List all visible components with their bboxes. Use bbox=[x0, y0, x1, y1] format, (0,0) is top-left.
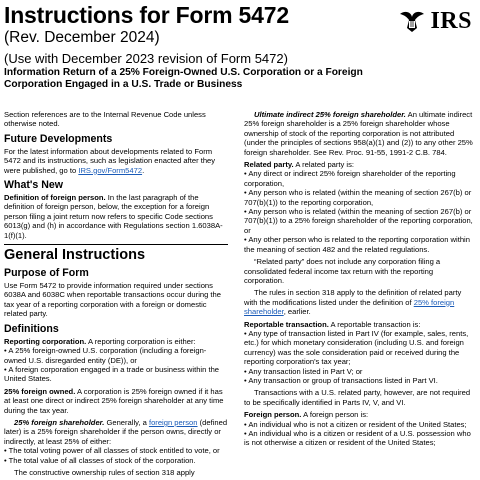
reportable-transaction-paragraph bbox=[244, 320, 474, 386]
related-party-paragraph bbox=[244, 160, 474, 254]
related-party-text: A related party is: bbox=[295, 160, 355, 170]
shareholder-label: 25% foreign shareholder. bbox=[14, 417, 105, 427]
foreign-person-text: A foreign person is: bbox=[303, 410, 369, 420]
foreign-person-change-text: In the last paragraph of the definition of foreign person, below, the exception for a foreign person filing a joint return now refers to specific Code sections 6013(g) and (h) in accordance with Regulations section 1.6038A-1(f)(1). bbox=[4, 193, 223, 240]
foreign-person-paragraph bbox=[244, 410, 474, 448]
reportable-transaction-label: Reportable transaction. bbox=[244, 319, 329, 329]
rules-text-a: The rules in section 318 apply to the definition of related party with the modifications listed under the definition of bbox=[244, 288, 462, 307]
left-column bbox=[4, 110, 228, 480]
right-column bbox=[244, 110, 474, 451]
subtitle-line-1: Information Return of a 25% Foreign-Owned U.S. Corporation or a Foreign bbox=[4, 67, 363, 78]
ultimate-shareholder-paragraph bbox=[244, 110, 474, 157]
shareholder-text-a: Generally, a bbox=[106, 417, 147, 427]
foreign-person-bullet-2: • An individual who is a citizen or resident of a U.S. possession who is not otherwise a citizen or resident of the United States; bbox=[244, 429, 471, 447]
foreign-owned-paragraph bbox=[4, 387, 228, 415]
related-party-note: “Related party” does not include any corporation filing a consolidated federal income tax return with the reporting corporation. bbox=[244, 257, 441, 285]
constructive-ownership-text: The constructive ownership rules of section 318 apply bbox=[14, 467, 195, 477]
form-subtitle bbox=[4, 67, 476, 90]
future-developments-text: For the latest information about developments related to Form 5472 and its instructions, such as legislation enacted after they were published, go to IRS.gov/Form5472. bbox=[4, 146, 216, 175]
shareholder-text-b: (defined later) is a 25% foreign shareholder if the person owns, directly or indirectly, at least 25% of either: bbox=[4, 417, 228, 446]
purpose-heading: Purpose of Form bbox=[4, 267, 89, 280]
irs-logo-text: IRS bbox=[430, 7, 472, 34]
shareholder-bullet-2: • The total value of all classes of stock of the corporation. bbox=[4, 456, 196, 465]
use-with-note: (Use with December 2023 revision of Form 5472) bbox=[4, 51, 288, 66]
document-title: Instructions for Form 5472 bbox=[4, 2, 289, 28]
reporting-corporation-label: Reporting corporation. bbox=[4, 336, 87, 346]
reporting-corporation-paragraph bbox=[4, 337, 228, 384]
foreign-person-change-paragraph bbox=[4, 193, 228, 240]
foreign-owned-label: 25% foreign owned. bbox=[4, 386, 76, 396]
related-party-bullet-3: • Any person who is related (within the meaning of section 267(b) or 707(b)(1)) to a 25% foreign shareholder of the reporting corporation, or bbox=[244, 207, 473, 235]
whats-new-heading: What's New bbox=[4, 179, 64, 192]
reportable-transaction-text: A reportable transaction is: bbox=[330, 319, 421, 329]
related-party-bullet-2: • Any person who is related (within the meaning of section 267(b) or 707(b)(1)) to the reporting corporation, bbox=[244, 188, 471, 206]
eagle-icon bbox=[397, 6, 427, 36]
subtitle-line-2: Corporation Engaged in a U.S. Trade or Business bbox=[4, 78, 243, 90]
section-references-note: Section references are to the Internal Revenue Code unless otherwise noted. bbox=[4, 110, 206, 129]
related-party-bullet-4: • Any other person who is related to the reporting corporation within the meaning of section 482 and the related regulations. bbox=[244, 235, 470, 253]
future-developments-heading: Future Developments bbox=[4, 132, 113, 145]
foreign-person-change-label: Definition of foreign person. bbox=[4, 193, 106, 203]
reportable-transaction-bullet-2: • Any transaction listed in Part V; or bbox=[244, 367, 362, 376]
irs-gov-link[interactable]: IRS.gov/Form5472 bbox=[78, 165, 143, 175]
ultimate-shareholder-text: An ultimate indirect 25% foreign shareholder is a 25% foreign shareholder whose ownership of stock of the reporting corporation is not attributed (under the principles of sections 958(a)(1) and (2)) to any other 25% foreign shareholder. See Rev. Proc. 91-55, 1991-2 C.B. 784. bbox=[244, 110, 473, 157]
irs-logo bbox=[397, 6, 472, 36]
foreign-person-label: Foreign person. bbox=[244, 410, 302, 420]
section-318-rules-paragraph bbox=[244, 288, 474, 316]
rules-text-b: , earlier. bbox=[283, 307, 311, 317]
shareholder-paragraph bbox=[4, 418, 228, 465]
foreign-owned-text: A corporation is 25% foreign owned if it has at least one direct or indirect 25% foreign shareholder at any time during the tax year. bbox=[4, 386, 224, 415]
reporting-corporation-text: A reporting corporation is either: bbox=[87, 336, 196, 346]
shareholder-bullet-1: • The total voting power of all classes of stock entitled to vote, or bbox=[4, 446, 220, 455]
related-party-label: Related party. bbox=[244, 160, 294, 170]
reportable-transaction-bullet-3: • Any transaction or group of transactions listed in Part VI. bbox=[244, 376, 438, 385]
revision-date: (Rev. December 2024) bbox=[4, 29, 160, 46]
reporting-corporation-bullet-1: • A 25% foreign-owned U.S. corporation (including a foreign-owned U.S. disregarded entity (DE)), or bbox=[4, 346, 206, 364]
ultimate-shareholder-label: Ultimate indirect 25% foreign shareholder. bbox=[254, 110, 406, 119]
reportable-transaction-note: Transactions with a U.S. related party, however, are not required to be specifically identified in Parts IV, V, and VI. bbox=[244, 388, 471, 407]
general-instructions-heading: General Instructions bbox=[4, 244, 228, 263]
foreign-person-bullet-1: • An individual who is not a citizen or resident of the United States; bbox=[244, 420, 467, 429]
reporting-corporation-bullet-2: • A foreign corporation engaged in a trade or business within the United States. bbox=[4, 365, 219, 383]
definitions-heading: Definitions bbox=[4, 322, 59, 335]
purpose-text: Use Form 5472 to provide information required under sections 6038A and 6038C when reportable transactions occur during the tax year of a reporting corporation with a foreign or domestic related party. bbox=[4, 281, 221, 319]
foreign-shareholder-link[interactable]: 25% foreign shareholder bbox=[244, 297, 455, 317]
future-developments-body: For the latest information about developments related to Form 5472 and its instructions, such as legislation enacted after they were published, go to bbox=[4, 146, 216, 175]
foreign-person-link[interactable]: foreign person bbox=[148, 417, 198, 427]
related-party-bullet-1: • Any direct or indirect 25% foreign shareholder of the reporting corporation, bbox=[244, 169, 456, 187]
reportable-transaction-bullet-1: • Any type of transaction listed in Part IV (for example, sales, rents, etc.) for which monetary consideration (including U.S. and foreign currency) was the sole consideration paid or received during the reporting corporation's tax year; bbox=[244, 329, 468, 366]
